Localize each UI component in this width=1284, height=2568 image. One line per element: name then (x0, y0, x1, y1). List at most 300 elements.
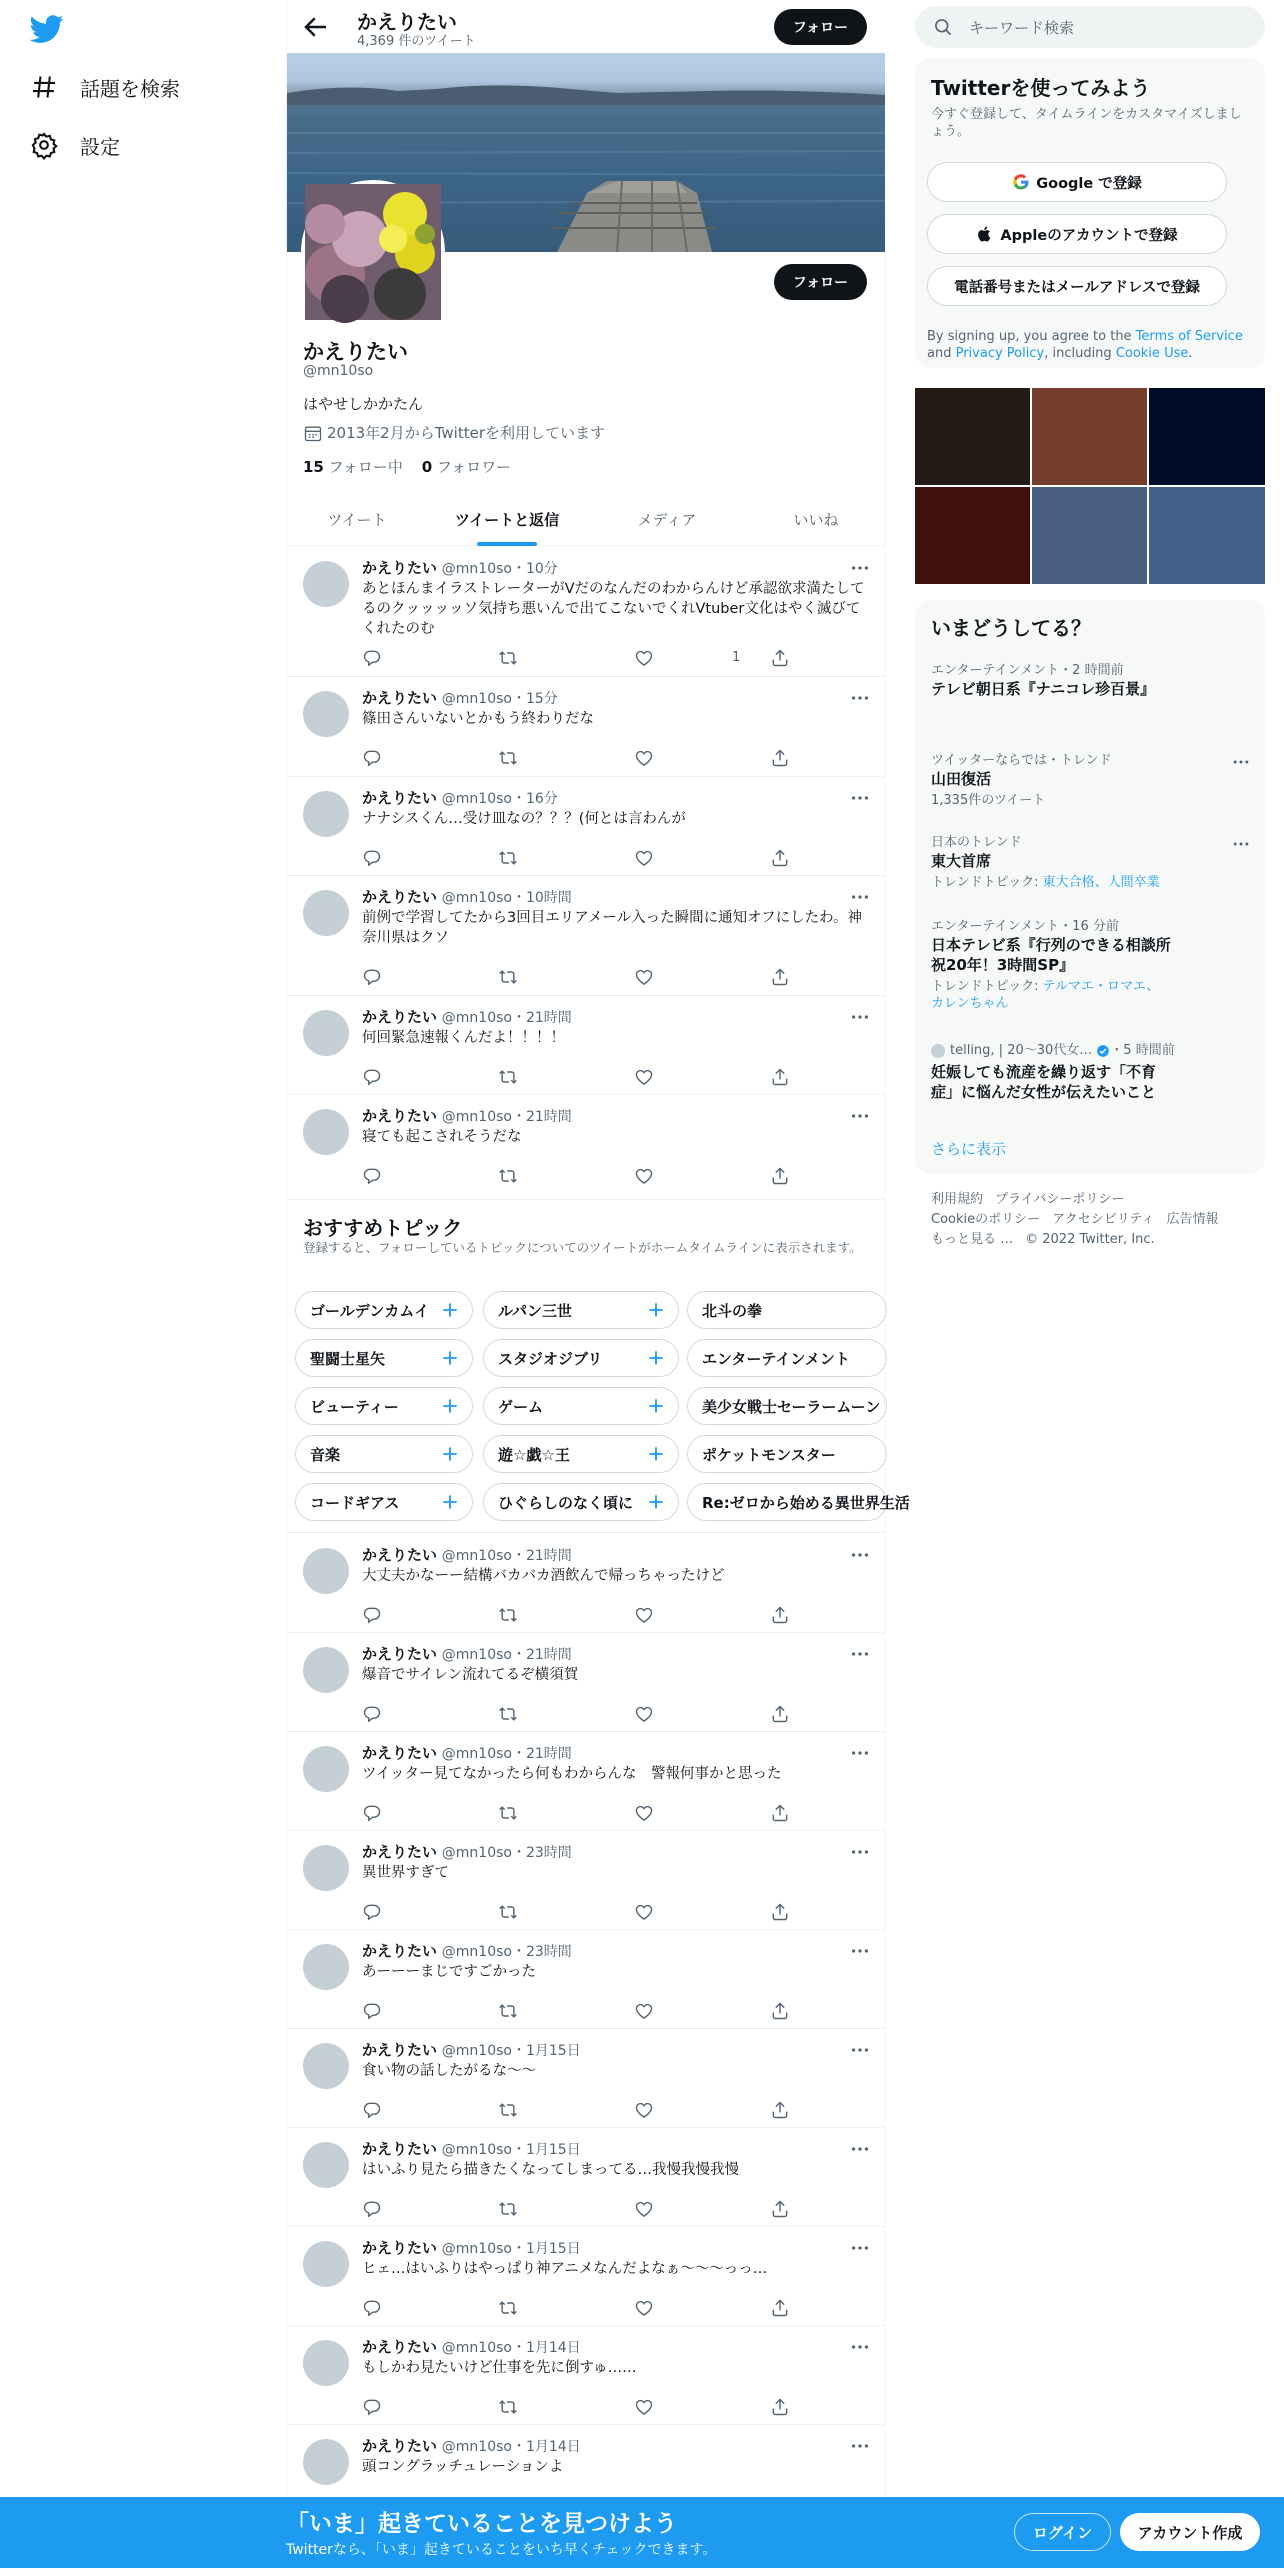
tweet-actions (362, 2199, 792, 2221)
tweet-time[interactable]: 10時間 (525, 890, 572, 906)
share-icon[interactable] (770, 1704, 790, 1724)
share-icon[interactable] (770, 2100, 790, 2120)
tweet-separator: ・ (511, 1647, 526, 1663)
media-thumbnail[interactable] (915, 388, 1030, 485)
header-follow-button[interactable]: フォロー (774, 9, 867, 45)
topic-chip-label: 北斗の拳 (702, 1301, 763, 1320)
tweet-header (362, 1940, 572, 1961)
like-icon[interactable] (634, 2397, 654, 2417)
tweet-avatar[interactable] (303, 1548, 349, 1594)
tweet-time[interactable]: 1月14日 (525, 2439, 581, 2455)
media-thumbnail[interactable] (1032, 487, 1147, 584)
tab-media[interactable] (587, 493, 747, 546)
topic-chip[interactable] (483, 1483, 679, 1521)
tweet-author-name[interactable]: かえりたい (362, 1942, 438, 1960)
trend-name: テレビ朝日系『ナニコレ珍百景』 (931, 680, 1156, 698)
trend-item[interactable] (931, 834, 1251, 891)
tweet-avatar[interactable] (303, 1746, 349, 1792)
trend-item[interactable] (931, 752, 1251, 809)
tweet-time[interactable]: 1月14日 (525, 2340, 581, 2356)
tweet[interactable] (287, 547, 885, 677)
retweet-icon[interactable] (498, 967, 518, 987)
tweet-avatar[interactable] (303, 2043, 349, 2089)
more-options-icon[interactable] (849, 1940, 871, 1962)
retweet-icon[interactable] (498, 848, 518, 868)
topic-chip-label: 音楽 (310, 1445, 341, 1464)
tweet-header (362, 687, 558, 708)
tweet-avatar[interactable] (303, 2241, 349, 2287)
header-tweet-count: 4,369 件のツイート (357, 34, 476, 49)
tweet-avatar[interactable] (303, 2340, 349, 2386)
tweet-header (362, 1006, 572, 1027)
profile-avatar[interactable] (301, 180, 445, 324)
cookie-use-link[interactable]: Cookie Use (1115, 346, 1189, 361)
tweet-author-handle: @mn10so (441, 890, 512, 906)
topic-chip[interactable] (483, 1291, 679, 1329)
tweet-header (362, 1544, 572, 1565)
follow-button[interactable]: フォロー (774, 264, 867, 300)
tweet-author-name[interactable]: かえりたい (362, 2239, 438, 2257)
tweet-text: 寝ても起こされそうだな (362, 1129, 522, 1145)
tweet-avatar[interactable] (303, 791, 349, 837)
footer-link[interactable]: もっと見る … (931, 1232, 1014, 1247)
topic-chip[interactable] (687, 1339, 887, 1377)
reply-icon[interactable] (362, 2100, 382, 2120)
media-thumbnail[interactable] (1032, 388, 1147, 485)
terms-and: and (927, 346, 956, 361)
followers-label: フォロワー (436, 458, 512, 476)
tweet-time[interactable]: 1月15日 (525, 2241, 581, 2257)
tweet-time[interactable]: 10分 (525, 561, 558, 577)
tweet[interactable] (287, 876, 885, 996)
reply-icon[interactable] (362, 1067, 382, 1087)
plus-icon[interactable] (440, 1492, 460, 1512)
tweet[interactable] (287, 2326, 885, 2425)
tweet-header (362, 1742, 572, 1763)
reply-icon[interactable] (362, 648, 382, 668)
footer-link[interactable]: プライバシーポリシー (995, 1192, 1125, 1207)
tweet-author-name[interactable]: かえりたい (362, 888, 438, 906)
profile-header-bar (287, 0, 885, 53)
trend-item[interactable] (931, 918, 1251, 1012)
bottom-bar-title: 「いま」起きていることを見つけよう (286, 2511, 677, 2537)
tweet-avatar[interactable] (303, 1647, 349, 1693)
tweet-time[interactable]: 1月15日 (525, 2043, 581, 2059)
trend-tweet-count: 1,335件のツイート (931, 793, 1046, 808)
more-options-icon[interactable] (849, 787, 871, 809)
google-signup-button[interactable] (927, 162, 1227, 202)
phone-email-signup-button[interactable] (927, 266, 1227, 306)
share-icon[interactable] (770, 1166, 790, 1186)
plus-icon[interactable] (646, 1348, 666, 1368)
tweet[interactable] (287, 2128, 885, 2227)
like-icon[interactable] (634, 2100, 654, 2120)
more-options-icon[interactable] (849, 886, 871, 908)
plus-icon[interactable] (646, 1444, 666, 1464)
topic-chip[interactable] (483, 1339, 679, 1377)
tweet-text: 食い物の話したがるな〜〜 (362, 2063, 536, 2079)
tweet[interactable] (287, 1633, 885, 1732)
tweet-author-name[interactable]: かえりたい (362, 1546, 438, 1564)
share-icon[interactable] (770, 1902, 790, 1922)
tweet-actions (362, 1166, 792, 1188)
topic-chip-label: ゴールデンカムイ (310, 1301, 430, 1320)
tweet[interactable] (287, 1732, 885, 1831)
tweet[interactable] (287, 1534, 885, 1633)
media-thumbnail-grid (915, 388, 1265, 584)
retweet-icon[interactable] (498, 748, 518, 768)
trend-name: 東大首席 (931, 852, 992, 870)
topic-chip-label: エンターテインメント (702, 1349, 850, 1368)
plus-icon[interactable] (646, 1492, 666, 1512)
trend-name: 妊娠しても流産を繰り返す「不育症」に悩んだ女性が伝えたいこと (931, 1063, 1157, 1101)
media-thumbnail[interactable] (1149, 487, 1265, 584)
topic-chip[interactable] (295, 1387, 473, 1425)
tweet-avatar[interactable] (303, 561, 349, 607)
tweet-author-name[interactable]: かえりたい (362, 1645, 438, 1663)
tweet-author-name[interactable]: かえりたい (362, 2437, 438, 2455)
retweet-icon[interactable] (498, 1902, 518, 1922)
topic-chip[interactable] (295, 1339, 473, 1377)
share-icon[interactable] (770, 967, 790, 987)
verified-badge-icon (1096, 1044, 1110, 1058)
create-account-button[interactable]: アカウント作成 (1120, 2513, 1260, 2551)
tweet-time[interactable]: 15分 (525, 691, 558, 707)
tweet-time[interactable]: 23時間 (525, 1944, 572, 1960)
phone-email-signup-label: 電話番号またはメールアドレスで登録 (954, 279, 1200, 296)
tweet-author-name[interactable]: かえりたい (362, 1744, 438, 1762)
footer-link[interactable]: 広告情報 (1166, 1212, 1219, 1227)
tweet-text: 篠田さんいないとかもう終わりだな (362, 711, 594, 727)
tweet-author-handle: @mn10so (441, 2241, 512, 2257)
twitter-logo-icon[interactable] (30, 12, 64, 46)
trend-name: 山田復活 (931, 770, 992, 788)
search-input[interactable]: キーワード検索 (969, 18, 1075, 37)
tweet-actions (362, 1803, 792, 1825)
account-avatar (931, 1044, 945, 1058)
trend-topics-links[interactable]: テルマエ・ロマエ、カレンちゃん (931, 979, 1160, 1011)
topic-chip-label: コードギアス (310, 1493, 400, 1512)
more-options-icon[interactable] (849, 2435, 871, 2457)
tweet-author-handle: @mn10so (441, 2439, 512, 2455)
tweet-header (362, 2435, 581, 2456)
share-icon[interactable] (770, 1605, 790, 1625)
reply-icon[interactable] (362, 748, 382, 768)
share-icon[interactable] (770, 1067, 790, 1087)
tweet-time[interactable]: 1月15日 (525, 2142, 581, 2158)
topic-chip[interactable] (483, 1435, 679, 1473)
tweet-separator: ・ (511, 791, 526, 807)
tweet-author-handle: @mn10so (441, 1010, 512, 1026)
back-arrow-icon[interactable] (301, 12, 331, 42)
tab-likes[interactable] (747, 493, 885, 546)
plus-icon[interactable] (646, 1396, 666, 1416)
tweet-author-name[interactable]: かえりたい (362, 689, 438, 707)
more-options-icon[interactable] (849, 557, 871, 579)
topic-chip[interactable] (687, 1435, 887, 1473)
retweet-icon[interactable] (498, 1605, 518, 1625)
retweet-icon[interactable] (498, 2298, 518, 2318)
more-options-icon[interactable] (849, 1841, 871, 1863)
profile-joined-date (303, 422, 605, 443)
tweet-header (362, 1841, 572, 1862)
followers-stat[interactable] (422, 458, 511, 476)
tweet-author-name[interactable]: かえりたい (362, 559, 438, 577)
reply-icon[interactable] (362, 1605, 382, 1625)
profile-bio: はやせしかかたん (303, 395, 424, 413)
footer-link[interactable]: Cookieのポリシー (931, 1212, 1041, 1227)
retweet-icon[interactable] (498, 1803, 518, 1823)
tweet-header (362, 2336, 581, 2357)
retweet-icon[interactable] (498, 1166, 518, 1186)
tweet[interactable] (287, 777, 885, 876)
terms-of-service-link[interactable]: Terms of Service (1135, 329, 1243, 344)
share-icon[interactable] (770, 2001, 790, 2021)
tweet[interactable] (287, 2227, 885, 2326)
tweet-author-handle: @mn10so (441, 791, 512, 807)
like-icon[interactable] (634, 2001, 654, 2021)
plus-icon[interactable] (440, 1300, 460, 1320)
tweet-author-handle: @mn10so (441, 1647, 512, 1663)
reply-icon[interactable] (362, 2298, 382, 2318)
tweet-avatar[interactable] (303, 1944, 349, 1990)
tweet-text: 頭コングラッチュレーションよ (362, 2459, 564, 2475)
like-icon[interactable] (634, 748, 654, 768)
tweet-author-name[interactable]: かえりたい (362, 1107, 438, 1125)
trend-category: ツイッターならでは・トレンド (931, 753, 1112, 768)
reply-icon[interactable] (362, 1803, 382, 1823)
apple-signup-button[interactable] (927, 214, 1227, 254)
topic-chip[interactable] (687, 1387, 887, 1425)
reply-icon[interactable] (362, 1166, 382, 1186)
topic-chip-label: 聖闘士星矢 (310, 1349, 386, 1368)
show-more-link[interactable]: さらに表示 (931, 1140, 1007, 1158)
signup-terms (927, 328, 1252, 362)
tweet-text: 異世界すぎて (362, 1865, 449, 1881)
tweet-author-name[interactable]: かえりたい (362, 1843, 438, 1861)
profile-display-name: かえりたい (303, 340, 408, 364)
media-thumbnail[interactable] (1149, 388, 1265, 485)
share-icon[interactable] (770, 2298, 790, 2318)
tweet[interactable] (287, 677, 885, 777)
media-thumbnail[interactable] (915, 487, 1030, 584)
retweet-icon[interactable] (498, 2100, 518, 2120)
share-icon[interactable] (770, 848, 790, 868)
tweet-time[interactable]: 23時間 (525, 1845, 572, 1861)
more-options-icon[interactable] (849, 2237, 871, 2259)
left-navigation (0, 0, 286, 2568)
tweet-separator: ・ (511, 2142, 526, 2158)
nav-settings[interactable] (30, 125, 120, 165)
more-options-icon[interactable] (849, 1105, 871, 1127)
tweet-text: 何回緊急速報くんだよ！！！！ (362, 1030, 565, 1046)
privacy-policy-link[interactable]: Privacy Policy (955, 346, 1045, 361)
more-options-icon[interactable] (849, 687, 871, 709)
tweet-separator: ・ (511, 2043, 526, 2059)
trend-category: エンターテインメント・2 時間前 (931, 663, 1124, 678)
share-icon[interactable] (770, 1803, 790, 1823)
tweet-actions (362, 648, 792, 670)
like-icon[interactable] (634, 2298, 654, 2318)
like-icon[interactable] (634, 1803, 654, 1823)
topic-chip[interactable] (295, 1435, 473, 1473)
tweet-header (362, 2237, 581, 2258)
retweet-icon[interactable] (498, 1067, 518, 1087)
apple-signup-label: Appleのアカウントで登録 (1000, 227, 1178, 244)
like-icon[interactable] (634, 967, 654, 987)
more-options-icon[interactable] (1231, 834, 1251, 854)
tweet-author-name[interactable]: かえりたい (362, 2041, 438, 2059)
more-options-icon[interactable] (849, 1006, 871, 1028)
topic-chip[interactable] (687, 1483, 910, 1521)
tweet[interactable] (287, 2029, 885, 2128)
tweet-avatar[interactable] (303, 691, 349, 737)
footer-link[interactable]: 利用規約 (931, 1192, 984, 1207)
tweet-time[interactable]: 21時間 (525, 1647, 572, 1663)
tweet-author-name[interactable]: かえりたい (362, 2338, 438, 2356)
tweet-separator: ・ (511, 890, 526, 906)
tweet-header (362, 2138, 581, 2159)
topic-chip-label: 美少女戦士セーラームーン (702, 1397, 881, 1416)
plus-icon[interactable] (440, 1396, 460, 1416)
like-icon[interactable] (634, 648, 654, 668)
tweet-avatar[interactable] (303, 2142, 349, 2188)
google-signup-label: Google で登録 (1036, 175, 1142, 192)
tweet[interactable] (287, 1831, 885, 1930)
retweet-icon[interactable] (498, 648, 518, 668)
trend-category (931, 1042, 1251, 1059)
like-icon[interactable] (634, 1704, 654, 1724)
following-count: 15 (303, 458, 324, 476)
trend-topics (931, 978, 1171, 1012)
tweet-author-name[interactable]: かえりたい (362, 1008, 438, 1026)
tweet-author-name[interactable]: かえりたい (362, 789, 438, 807)
tweet-avatar[interactable] (303, 2439, 349, 2485)
reply-icon[interactable] (362, 2001, 382, 2021)
topics-subtitle: 登録すると、フォローしているトピックについてのツイートがホームタイムラインに表示されます。 (303, 1240, 862, 1255)
topic-chip[interactable] (483, 1387, 679, 1425)
plus-icon[interactable] (440, 1348, 460, 1368)
like-icon[interactable] (634, 848, 654, 868)
more-options-icon[interactable] (849, 1643, 871, 1665)
following-stat[interactable] (303, 458, 403, 476)
tweet[interactable] (287, 1930, 885, 2029)
tweet-avatar[interactable] (303, 1845, 349, 1891)
like-icon[interactable] (634, 1605, 654, 1625)
share-icon[interactable] (770, 648, 790, 668)
tweet-author-handle: @mn10so (441, 2043, 512, 2059)
plus-icon[interactable] (440, 1444, 460, 1464)
tweet-separator: ・ (511, 1548, 526, 1564)
tweet-author-handle: @mn10so (441, 561, 512, 577)
share-icon[interactable] (770, 2199, 790, 2219)
like-icon[interactable] (634, 1067, 654, 1087)
tweet-avatar[interactable] (303, 890, 349, 936)
reply-icon[interactable] (362, 1704, 382, 1724)
profile-column (286, 0, 910, 2568)
tweet-time[interactable]: 21時間 (525, 1746, 572, 1762)
nav-explore[interactable] (30, 67, 180, 107)
tweet-text: ツイッター見てなかったら何もわからんな 警報何事かと思った (362, 1766, 782, 1782)
terms-end: . (1188, 346, 1193, 361)
tab-tweets-and-replies[interactable] (427, 493, 587, 546)
tweet[interactable] (287, 996, 885, 1095)
more-options-icon[interactable] (849, 1742, 871, 1764)
search-box[interactable] (915, 6, 1265, 48)
reply-icon[interactable] (362, 2199, 382, 2219)
tweet-separator: ・ (511, 1944, 526, 1960)
more-options-icon[interactable] (849, 2336, 871, 2358)
plus-icon[interactable] (646, 1300, 666, 1320)
tweet-header (362, 886, 572, 907)
suggested-topics (287, 1200, 910, 1533)
tweet-time[interactable]: 21時間 (525, 1109, 572, 1125)
reply-icon[interactable] (362, 2397, 382, 2417)
retweet-icon[interactable] (498, 2199, 518, 2219)
topic-chip[interactable] (295, 1291, 473, 1329)
retweet-icon[interactable] (498, 2001, 518, 2021)
tweet-time[interactable]: 21時間 (525, 1010, 572, 1026)
topics-title: おすすめトピック (303, 1216, 463, 1240)
google-icon (1012, 173, 1030, 191)
retweet-icon[interactable] (498, 1704, 518, 1724)
trend-item[interactable] (931, 1042, 1251, 1102)
topic-chip[interactable] (687, 1291, 887, 1329)
tweet-avatar[interactable] (303, 1109, 349, 1155)
tweet-time[interactable]: 21時間 (525, 1548, 572, 1564)
joined-text: 2013年2月からTwitterを利用しています (327, 424, 605, 442)
right-sidebar (885, 0, 1284, 2500)
trend-item[interactable] (931, 662, 1251, 699)
more-options-icon[interactable] (1231, 752, 1251, 772)
retweet-icon[interactable] (498, 2397, 518, 2417)
reply-icon[interactable] (362, 848, 382, 868)
share-icon[interactable] (770, 2397, 790, 2417)
trend-topics-links[interactable]: 東大合格、人間卒業 (1042, 875, 1160, 890)
more-options-icon[interactable] (849, 2039, 871, 2061)
trend-category: エンターテインメント・16 分前 (931, 919, 1119, 934)
tweet-text: ナナシスくん…受け皿なの？？？(何とは言わんが (362, 811, 686, 827)
topic-chip-label: 遊☆戯☆王 (498, 1445, 570, 1464)
tweet-separator: ・ (511, 1845, 526, 1861)
more-options-icon[interactable] (849, 2138, 871, 2160)
like-icon[interactable] (634, 2199, 654, 2219)
more-options-icon[interactable] (849, 1544, 871, 1566)
tweet-text: 爆音でサイレン流れてるぞ横須賀 (362, 1667, 579, 1683)
trend-topics-prefix: トレンドトピック: (931, 979, 1043, 994)
tweet-separator: ・ (511, 561, 526, 577)
like-icon[interactable] (634, 1166, 654, 1186)
share-icon[interactable] (770, 748, 790, 768)
followers-count: 0 (421, 458, 433, 476)
tweet-time[interactable]: 16分 (525, 791, 558, 807)
footer-link[interactable]: アクセシビリティ (1052, 1212, 1155, 1227)
trend-name: 日本テレビ系『行列のできる相談所 祝20年！3時間SP』 (931, 936, 1171, 974)
like-icon[interactable] (634, 1902, 654, 1922)
tweet-author-name[interactable]: かえりたい (362, 2140, 438, 2158)
reply-icon[interactable] (362, 967, 382, 987)
tweet[interactable] (287, 1095, 885, 1200)
login-button[interactable]: ログイン (1014, 2513, 1111, 2551)
signup-title: Twitterを使ってみよう (931, 76, 1151, 100)
topic-chip[interactable] (295, 1483, 473, 1521)
reply-icon[interactable] (362, 1902, 382, 1922)
copyright: © 2022 Twitter, Inc. (1025, 1232, 1155, 1247)
terms-prefix: By signing up, you agree to the (927, 329, 1136, 344)
tweet-author-handle: @mn10so (441, 691, 512, 707)
tab-tweets[interactable] (287, 493, 427, 546)
tweet-avatar[interactable] (303, 1010, 349, 1056)
